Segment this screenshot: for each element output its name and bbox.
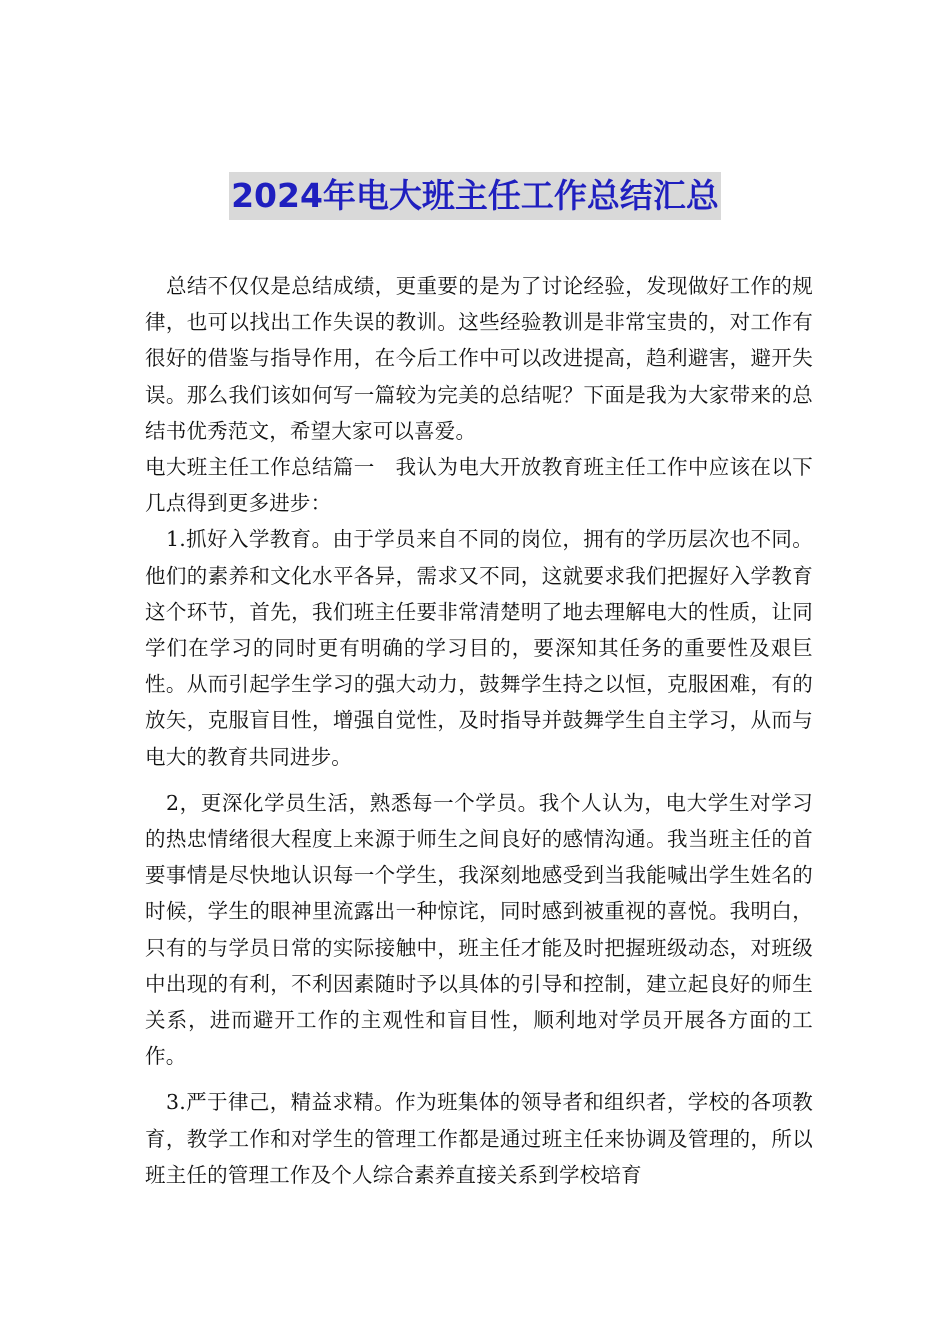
document-body — [145, 268, 813, 1193]
point-2-paragraph: 2，更深化学员生活，熟悉每一个学员。我个人认为，电大学生对学习的热忠情绪很大程度上来源于师生之间良好的感情沟通。我当班主任的首要事情是尽快地认识每一个学生，我深刻地感受到当我能喊出学生姓名的时候，学生的眼神里流露出一种惊诧，同时感到被重视的喜悦。我明白，只有的与学员日常的实际接触中，班主任才能及时把握班级动态，对班级中出现的有利，不利因素随时予以具体的引导和控制，建立起良好的师生关系，进而避开工作的主观性和盲目性，顺利地对学员开展各方面的工作。 — [145, 790, 813, 1069]
point-1-paragraph: 1.抓好入学教育。由于学员来自不同的岗位，拥有的学历层次也不同。他们的素养和文化水平各异，需求又不同，这就要求我们把握好入学教育这个环节，首先，我们班主任要非常清楚明了地去理解电大的性质，让同学们在学习的同时更有明确的学习目的，要深知其任务的重要性及艰巨性。从而引起学生学习的强大动力，鼓舞学生持之以恒，克服困难，有的放矢，克服盲目性，增强自觉性，及时指导并鼓舞学生自主学习，从而与电大的教育共同进步。 — [145, 527, 813, 769]
document-title — [0, 172, 950, 220]
point-3-paragraph: 3.严于律己，精益求精。作为班集体的领导者和组织者，学校的各项教育，教学工作和对学生的管理工作都是通过班主任来协调及管理的，所以班主任的管理工作及个人综合素养直接关系到学校培育 — [145, 1090, 813, 1187]
intro-paragraph: 总结不仅仅是总结成绩，更重要的是为了讨论经验，发现做好工作的规律，也可以找出工作失误的教训。这些经验教训是非常宝贵的，对工作有很好的借鉴与指导作用，在今后工作中可以改进提高，趋利避害，避开失误。那么我们该如何写一篇较为完美的总结呢？下面是我为大家带来的总结书优秀范文，希望大家可以喜爱。 — [145, 274, 813, 443]
title-text: 2024年电大班主任工作总结汇总 — [229, 172, 721, 220]
section-heading-paragraph: 电大班主任工作总结篇一 我认为电大开放教育班主任工作中应该在以下几点得到更多进步： — [145, 455, 813, 516]
